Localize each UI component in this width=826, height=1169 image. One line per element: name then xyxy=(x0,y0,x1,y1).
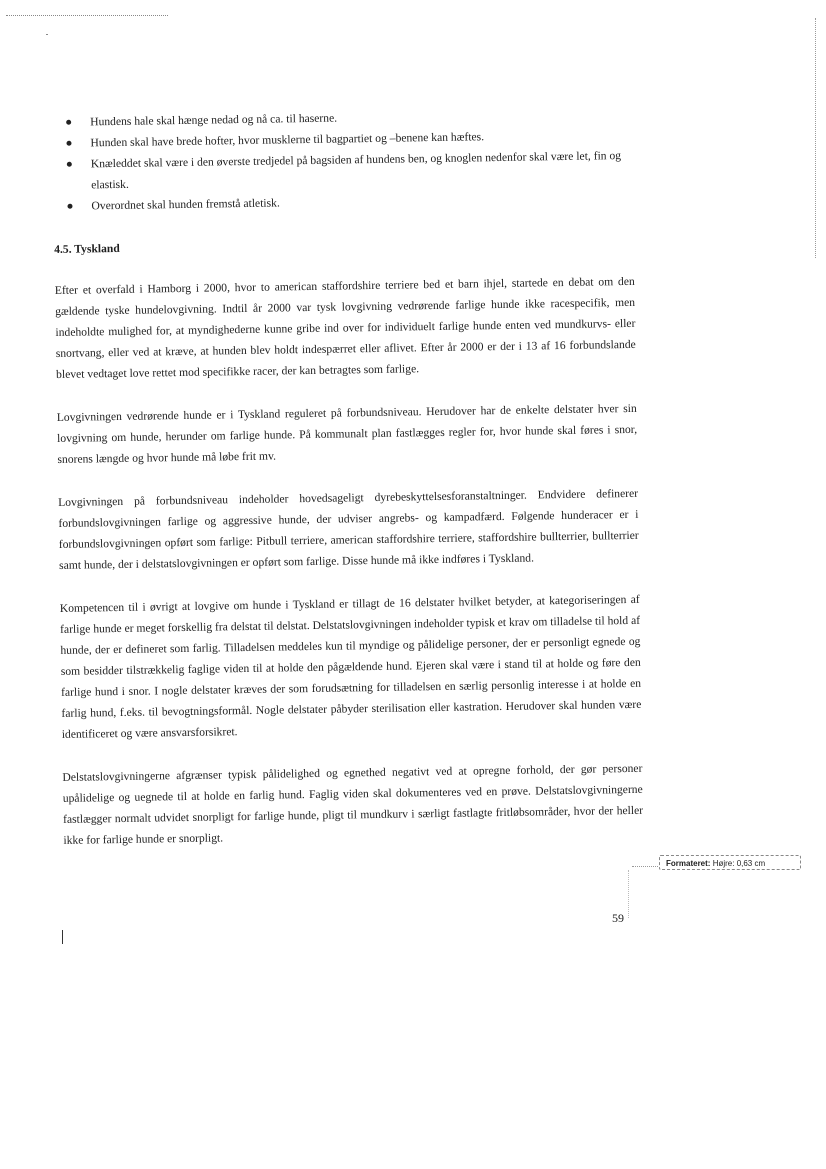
bullet-icon xyxy=(66,141,71,146)
comment-leader-line xyxy=(632,866,660,867)
page-number: 59 xyxy=(612,911,624,925)
list-item-text: Hunden skal have brede hofter, hvor musklerne til bagpartiet og –benene kan hæftes. xyxy=(90,130,485,150)
paragraph: Efter et overfald i Hamborg i 2000, hvor to american staffordshire terriere bed et barn ihjel, startede en debat om den gældende tyske hundelovgivning. Indtil år 2000 var tysk lovgivning vedrørende farlige hunde ikke racespecifik, men indeholdte mulighed for, at myndighederne kunne gribe ind over for individuelt farlige hunde enten ved mundkurvs- eller snortvang, eller ved at kræve, at hunden blev holdt indespærret eller aflivet. Efter år 2000 er der i 13 af 16 forbundslande blevet vedtaget love rettet mod specifikke racer, der kan betragtes som farlige. xyxy=(54,274,636,381)
right-edge-line xyxy=(815,18,816,258)
format-comment-balloon[interactable] xyxy=(659,855,801,870)
bullet-icon xyxy=(66,120,71,125)
bullet-icon xyxy=(67,162,72,167)
section-heading: 4.5. Tyskland xyxy=(54,241,120,256)
top-dotted-line xyxy=(6,15,168,16)
paragraph: Delstatslovgivningerne afgrænser typisk pålidelighed og egnethed negativt ved at opregne forhold, der gør personer upålidelige og uegnede til at holde en farlig hund. Faglig viden skal dokumenteres ved en prøve. Delstatslovgivningerne fastlægger normalt udvidet snorpligt for farlige hunde, pligt til mundkurv i særligt fastlagte fritløbsområder, hvor der heller ikke for farlige hunde er snorpligt. xyxy=(62,761,644,847)
bullet-icon xyxy=(67,204,72,209)
list-item-text: Knæleddet skal være i den øverste tredjedel på bagsiden af hundens ben, og knoglen nedenfor skal være let, fin og elastisk. xyxy=(90,149,622,192)
bullet-list xyxy=(52,103,634,217)
paragraph: Kompetencen til i øvrigt at lovgive om hunde i Tyskland er tillagt de 16 delstater hvilket betyder, at kategoriseringen af farlige hunde er meget forskellig fra delstat til delstat. Delstatslovgivningen indeholder typisk et krav om tilladelse til hold af hunde, der er defineret som farlig. Tilladelsen meddeles kun til myndige og pålidelige personer, der er personligt egnede og som besidder tilstrækkelig faglige viden til at holde den pågældende hund. Ejeren skal være i stand til at holde og føre den farlige hund i snor. I nogle delstater kræves der som forudsætning for tilladelsen en særlig personlig interesse i at holde en farlig hund, f.eks. til bevogtningsformål. Nogle delstater påbyder sterilisation eller kastration. Herudover skal hunden være identificeret og være ansvarsforsikret. xyxy=(59,592,642,741)
list-item-text: Overordnet skal hunden fremstå atletisk. xyxy=(91,196,280,213)
paragraph: Lovgivningen på forbundsniveau indeholder hovedsageligt dyrebeskyttelsesforanstaltninger. Endvidere definerer forbundslovgivningen farlige og aggressive hunde, der udviser angrebs- og kampadfærd. Følgende hunderacer er i forbundslovgivningen opført som farlige: Pitbull terriere, american staffordshire terriere, staffordshire bullterrier, bullterrier samt hunde, der i delstatslovgivningen er opført som farlige. Disse hunde må ikke indføres i Tyskland. xyxy=(58,486,639,572)
change-bar xyxy=(62,930,63,944)
format-comment-text: Højre: 0,63 cm xyxy=(712,859,766,868)
page-content xyxy=(52,103,644,873)
comment-leader-line-vertical xyxy=(628,870,629,918)
format-comment-label: Formateret: xyxy=(666,859,711,868)
list-item-text: Hundens hale skal hænge nedad og nå ca. til haserne. xyxy=(90,111,338,129)
top-tick-mark xyxy=(46,34,48,35)
paragraph: Lovgivningen vedrørende hunde er i Tyskland reguleret på forbundsniveau. Herudover har de enkelte delstater hver sin lovgivning om hunde, herunder om farlige hunde. På kommunalt plan fastlægges regler for, hvor hunde skal føres i snor, snorens længde og hvor hunde må løbe frit mv. xyxy=(56,401,638,466)
